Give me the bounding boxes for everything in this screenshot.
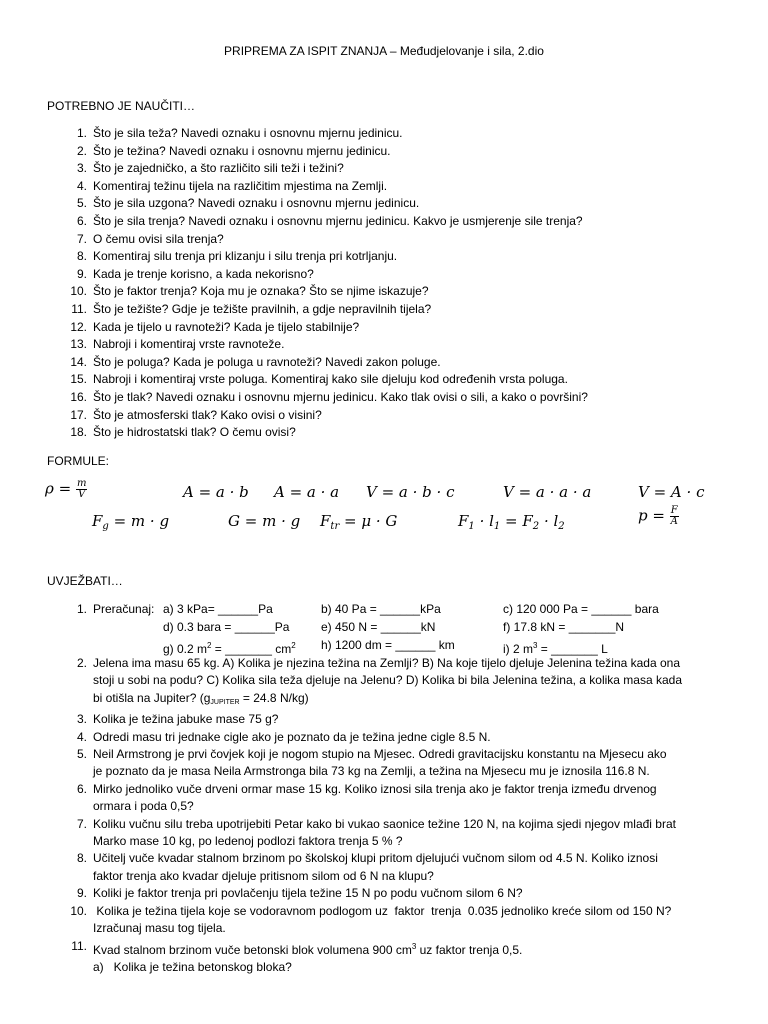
problem-2-line-3-pre: bi otišla na Jupiter? (g [93, 690, 211, 705]
problem-11 [47, 938, 737, 977]
lever-l2-sub: 2 [558, 521, 565, 532]
lever-f1: F [458, 512, 469, 530]
item-number: 7. [76, 231, 87, 246]
problem-7-line-1: Koliku vučnu silu treba upotrijebiti Petar kako bi vukao saonice težine 120 N, na kojima sjedi njegov mlađi brat [93, 816, 676, 831]
problem-1 [47, 601, 737, 655]
convert-g-pre: g) 0.2 m [163, 642, 208, 656]
formula-density-lhs: ρ = [45, 479, 72, 498]
convert-label: Preračunaj: [93, 602, 155, 616]
learn-question-item [47, 336, 737, 354]
convert-h: h) 1200 dm = ______ km [321, 638, 455, 652]
learn-question-text: Što je hidrostatski tlak? O čemu ovisi? [93, 425, 296, 440]
problem-4 [47, 729, 737, 746]
problem-number: 4. [76, 729, 87, 744]
item-number: 9. [76, 266, 87, 281]
problem-10 [47, 903, 737, 938]
convert-i-post: = _______ L [537, 642, 608, 656]
learn-question-text: Što je poluga? Kada je poluga u ravnoteži? Navedi zakon poluge. [93, 354, 441, 369]
lever-f1-sub: 1 [468, 521, 475, 532]
learn-question-text: Što je atmosferski tlak? Kako ovisi o visini? [93, 407, 322, 422]
item-number: 3. [76, 161, 87, 176]
formula-gravity-rhs: = m · g [108, 512, 170, 530]
problem-5-line-1: Neil Armstrong je prvi čovjek koji je nogom stupio na Mjesec. Odredi gravitacijsku konstantu na Mjesecu ako [93, 747, 667, 762]
problem-11-sup: 3 [411, 941, 417, 951]
learn-question-text: O čemu ovisi sila trenja? [93, 231, 224, 246]
formula-gravity-symbol: F [92, 512, 103, 530]
problem-number: 8. [76, 851, 87, 866]
problem-2-line-3-post: = 24.8 N/kg) [239, 690, 309, 705]
problem-number: 9. [76, 886, 87, 901]
item-number: 4. [76, 178, 87, 193]
problem-11-text [93, 938, 737, 959]
formula-gravity-force [92, 512, 169, 532]
learn-heading: POTREBNO JE NAUČITI… [47, 99, 196, 113]
learn-question-text: Što je težište? Gdje je težište pravilnih, a gdje nepravilnih tijela? [93, 301, 432, 316]
problem-9 [47, 885, 737, 902]
problem-6 [47, 781, 737, 816]
learn-question-text: Kada je trenje korisno, a kada nekorisno? [93, 266, 314, 281]
problem-10-line-1: Kolika je težina tijela koje se vodoravnom podlogom uz faktor trenja 0.035 jednoliko kreće silom od 150 N? [93, 903, 672, 918]
formula-friction-subscript: tr [330, 521, 340, 532]
item-number: 10. [70, 284, 87, 299]
problem-8 [47, 850, 737, 885]
formula-weight: G = m · g [228, 512, 301, 530]
learn-question-text: Što je tlak? Navedi oznaku i osnovnu mjernu jedinicu. Kako tlak ovisi o sili, a kako o površini? [93, 389, 588, 404]
formulas-heading: FORMULE: [47, 454, 110, 468]
subitem-label: a) [93, 959, 104, 974]
conversion-row-3 [93, 637, 737, 655]
formula-density [45, 479, 87, 500]
learn-question-text: Komentiraj silu trenja pri klizanju i silu trenja pri kotrljanju. [93, 249, 398, 264]
learn-question-list [47, 125, 737, 442]
problem-2-line-1: Jelena ima masu 65 kg. A) Kolika je njezina težina na Zemlji? B) Na koje tijelo djeluje Jelenina težina kada ona [93, 656, 680, 670]
problem-number: 2. [76, 656, 87, 670]
learn-question-item [47, 319, 737, 337]
learn-question-item [47, 371, 737, 389]
item-number: 1. [76, 126, 87, 140]
learn-question-item [47, 213, 737, 231]
item-number: 14. [70, 354, 87, 369]
problem-2-line-3 [93, 690, 737, 711]
item-number: 11. [71, 301, 87, 316]
convert-a: a) 3 kPa= ______Pa [163, 602, 273, 616]
formula-pressure [638, 506, 679, 527]
formula-area-square: A = a · a [274, 483, 340, 501]
practice-problem-list [47, 601, 737, 976]
problem-8-line-1: Učitelj vuče kvadar stalnom brzinom po školskoj klupi pritom djelujući vučnom silom od 4.5 N. Koliko iznosi [93, 851, 658, 866]
convert-g-sup: 2 [207, 641, 212, 650]
problem-8-line-2: faktor trenja ako kvadar djeluje pritisnom silom od 6 N na klupu? [93, 868, 434, 883]
problem-number: 7. [76, 816, 87, 831]
formula-friction-symbol: F [320, 512, 331, 530]
learn-question-item [47, 389, 737, 407]
learn-question-text: Što je sila uzgona? Navedi oznaku i osnovnu mjernu jedinicu. [93, 196, 420, 211]
learn-question-item [47, 266, 737, 284]
problem-9-text: Koliki je faktor trenja pri povlačenju tijela težine 15 N po podu vučnom silom 6 N? [93, 886, 523, 901]
learn-question-text: Što je sila trenja? Navedi oznaku i osnovnu mjernu jedinicu. Kakvo je usmjerenje sile trenja? [93, 213, 583, 228]
item-number: 15. [70, 372, 87, 387]
convert-e: e) 450 N = ______kN [321, 620, 436, 634]
formula-density-numerator: m [76, 478, 87, 489]
learn-question-item [47, 195, 737, 213]
formula-lever-law [458, 512, 565, 532]
convert-g-sup2: 2 [291, 641, 296, 650]
convert-g-mid: = _______ cm [211, 642, 292, 656]
problem-7 [47, 816, 737, 851]
formula-friction [320, 512, 397, 532]
problem-10-line-2: Izračunaj masu tog tijela. [93, 921, 226, 936]
learn-question-item [47, 178, 737, 196]
item-number: 12. [70, 319, 87, 334]
learn-question-item [47, 407, 737, 425]
lever-f2-sub: 2 [532, 521, 540, 532]
convert-d: d) 0.3 bara = ______Pa [163, 620, 290, 634]
lever-l1-sub: 1 [493, 521, 501, 532]
conversion-row-2 [93, 619, 737, 637]
problem-6-line-2: ormara i poda 0,5? [93, 799, 194, 814]
convert-f: f) 17.8 kN = _______N [503, 620, 625, 634]
learn-question-text: Komentiraj težinu tijela na različitim mjestima na Zemlji. [93, 178, 388, 193]
learn-question-text: Nabroji i komentiraj vrste poluga. Komentiraj kako sile djeluju kod određenih vrsta poluga. [93, 372, 568, 387]
learn-question-text: Što je težina? Navedi oznaku i osnovnu mjernu jedinicu. [93, 143, 391, 158]
subitem-text: Kolika je težina betonskog bloka? [113, 959, 292, 974]
problem-number: 11. [71, 938, 87, 953]
problem-11-post: uz faktor trenja 0,5. [416, 942, 523, 957]
convert-c: c) 120 000 Pa = ______ bara [503, 602, 659, 616]
item-number: 18. [70, 425, 87, 440]
learn-question-item [47, 283, 737, 301]
learn-question-text: Što je zajedničko, a što različito sili teži i težini? [93, 161, 344, 176]
formula-gravity-subscript: g [102, 521, 109, 532]
problem-11-subitem-a [93, 959, 737, 976]
formula-pressure-numerator: F [670, 505, 678, 516]
problem-number: 1. [76, 602, 87, 616]
learn-question-item [47, 125, 737, 143]
problem-5-line-2: je poznato da je masa Neila Armstronga bila 73 kg na Zemlji, a težina na Mjesecu mu je iznosila 116.8 N. [93, 764, 650, 779]
item-number: 2. [76, 143, 87, 158]
learn-question-text: Nabroji i komentiraj vrste ravnoteže. [93, 337, 285, 352]
convert-i-pre: i) 2 m [503, 642, 533, 656]
learn-question-item [47, 248, 737, 266]
lever-l2: · l [539, 512, 559, 530]
item-number: 17. [70, 407, 87, 422]
item-number: 6. [76, 213, 87, 228]
problem-2-line-2: stoji u sobi na podu? C) Kolika sila teža djeluje na Jelenu? D) Kolika bi bila Jelenina težina, a kolika masa kada [93, 673, 683, 688]
formula-pressure-denominator: A [670, 516, 678, 527]
page-title: PRIPREMA ZA ISPIT ZNANJA – Međudjelovanje i sila, 2.dio [224, 44, 544, 58]
problem-6-line-1: Mirko jednoliko vuče drveni ormar mase 15 kg. Koliko iznosi sila trenja ako je faktor trenja između drvenog [93, 781, 657, 796]
formula-volume-prism: V = A · c [638, 483, 705, 501]
learn-question-text: Što je faktor trenja? Koja mu je oznaka? Što se njime iskazuje? [93, 284, 429, 299]
formula-volume-box: V = a · b · c [366, 483, 455, 501]
problem-3 [47, 711, 737, 728]
item-number: 8. [76, 249, 87, 264]
problem-number: 5. [76, 747, 87, 762]
formula-area-rectangle: A = a · b [183, 483, 249, 501]
problem-5 [47, 746, 737, 781]
problem-number: 10. [70, 903, 87, 918]
problem-number: 6. [76, 781, 87, 796]
formula-pressure-lhs: p = [638, 506, 665, 525]
item-number: 13. [70, 337, 87, 352]
lever-f2: = F [500, 512, 533, 530]
conversion-row-1 [93, 601, 737, 619]
practice-heading: UVJEŽBATI… [47, 574, 123, 588]
problem-7-line-2: Marko mase 10 kg, po ledenoj podlozi faktora trenja 5 % ? [93, 834, 403, 849]
learn-question-item [47, 143, 737, 161]
formula-friction-rhs: = μ · G [339, 512, 398, 530]
item-number: 5. [76, 196, 87, 211]
learn-question-item [47, 301, 737, 319]
learn-question-text: Što je sila teža? Navedi oznaku i osnovnu mjernu jedinicu. [93, 126, 403, 140]
problem-3-text: Kolika je težina jabuke mase 75 g? [93, 712, 279, 727]
problem-11-pre: Kvad stalnom brzinom vuče betonski blok volumena 900 cm [93, 942, 412, 957]
learn-question-item [47, 354, 737, 372]
learn-question-item [47, 160, 737, 178]
learn-question-text: Kada je tijelo u ravnoteži? Kada je tijelo stabilnije? [93, 319, 360, 334]
jupiter-subscript: JUPITER [210, 698, 240, 706]
problem-4-text: Odredi masu tri jednake cigle ako je poznato da je težina jedne cigle 8.5 N. [93, 729, 491, 744]
problem-number: 3. [76, 712, 87, 727]
learn-question-item [47, 424, 737, 442]
problem-2 [47, 655, 737, 711]
item-number: 16. [70, 389, 87, 404]
convert-i-sup: 3 [533, 641, 538, 650]
convert-b: b) 40 Pa = ______kPa [321, 602, 441, 616]
formula-density-denominator: V [78, 489, 86, 500]
learn-question-item [47, 231, 737, 249]
lever-l1: · l [474, 512, 494, 530]
formula-volume-cube: V = a · a · a [503, 483, 592, 501]
